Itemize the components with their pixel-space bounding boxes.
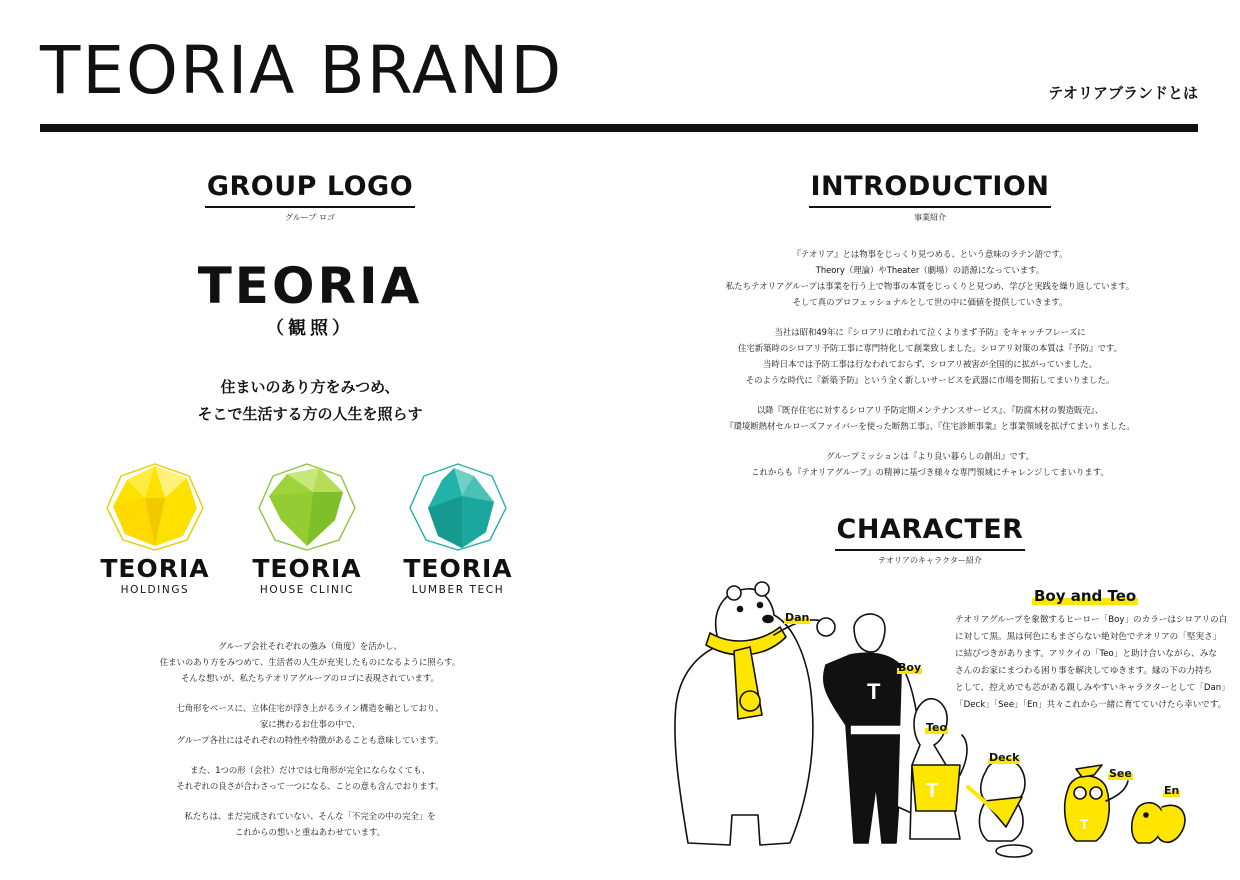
brand-subtitle: テオリアブランドとは bbox=[1048, 84, 1198, 102]
company-division: HOLDINGS bbox=[120, 584, 190, 596]
text-line: それぞれの良さが合わさって一つになる、ことの意も含んでおります。 bbox=[176, 781, 444, 791]
company-division: LUMBER TECH bbox=[411, 584, 505, 596]
introduction-heading: INTRODUCTION bbox=[809, 172, 1052, 208]
character-feature-title: Boy and Teo bbox=[1034, 587, 1137, 605]
character-label-boy: Boy bbox=[898, 661, 922, 674]
character-label-deck: Deck bbox=[989, 751, 1020, 764]
company-logo-holdings bbox=[80, 462, 230, 596]
text-line: これからも『テオリアグループ』の精神に基づき様々な専門領域にチャレンジしてまいります。 bbox=[751, 467, 1109, 477]
text-line: 七角形をベースに、立体住宅が浮き上がるライン構造を軸としており、 bbox=[176, 703, 444, 713]
group-logo-description bbox=[110, 638, 510, 854]
logo-wordmark: TEORIA bbox=[197, 257, 423, 315]
company-name: TEORIA bbox=[252, 554, 362, 583]
text-line: 「Deck」「See」「En」共々これから一緒に育てていけたら幸いです。 bbox=[955, 700, 1227, 710]
paragraph bbox=[110, 638, 510, 686]
text-line: グループミッションは『より良い暮らしの創出』です。 bbox=[826, 451, 1034, 461]
paragraph bbox=[110, 762, 510, 794]
text-line: そして真のプロフェッショナルとして世の中に価値を提供していきます。 bbox=[792, 297, 1068, 307]
text-line: 当時日本では予防工事は行なわれておらず、シロアリ被害が全国的に拡がっていました。 bbox=[763, 359, 1097, 369]
text-line: に対して黒。黒は何色にもまざらない絶対色でテオリアの「堅実さ」 bbox=[955, 632, 1222, 642]
svg-text:T: T bbox=[1080, 816, 1089, 832]
text-line: Theory（理論）やTheater（劇場）の語源になっています。 bbox=[815, 265, 1045, 275]
tagline bbox=[110, 374, 510, 428]
company-name: TEORIA bbox=[403, 554, 513, 583]
text-line: そんな想いが、私たちテオリアグループのロゴに表現されています。 bbox=[181, 673, 439, 683]
heptagon-gem-yellow-icon bbox=[105, 462, 205, 552]
introduction-subheading: 事業紹介 bbox=[914, 213, 946, 222]
text-line: に結びつきがあります。アリクイの「Teo」と助け合いながら、みな bbox=[955, 649, 1217, 659]
paragraph bbox=[680, 402, 1180, 434]
tagline-line: 住まいのあり方をみつめ、 bbox=[220, 378, 400, 396]
character-heading: CHARACTER bbox=[835, 515, 1026, 551]
company-division: HOUSE CLINIC bbox=[259, 584, 355, 596]
svg-text:T: T bbox=[926, 780, 939, 802]
heptagon-gem-teal-icon bbox=[408, 462, 508, 552]
group-logo-subheading: グループ ロゴ bbox=[285, 213, 335, 222]
svg-text:T: T bbox=[867, 679, 881, 704]
deck-beaver-icon bbox=[968, 760, 1032, 857]
tagline-line: そこで生活する方の人生を照らす bbox=[197, 405, 423, 423]
text-line: さんのお家にまつわる困り事を解決してゆきます。縁の下の力持ち bbox=[955, 666, 1213, 676]
heptagon-gem-green-icon bbox=[257, 462, 357, 552]
text-line: 住宅新築時のシロアリ予防工事に専門特化して創業致しました。シロアリ対策の本質は『予防』です。 bbox=[738, 343, 1122, 353]
text-line: グループ各社にはそれぞれの特性や特徴があることも意味しています。 bbox=[176, 735, 444, 745]
group-logo-heading-block bbox=[160, 172, 460, 223]
character-label-see: See bbox=[1109, 767, 1132, 780]
brand-title: TEORIA BRAND bbox=[40, 32, 564, 109]
text-line: テオリアグループを象徴するヒーロー「Boy」のカラーはシロアリの白 bbox=[955, 615, 1228, 625]
introduction-text bbox=[680, 246, 1180, 494]
character-heading-block bbox=[780, 515, 1080, 566]
text-line: 以降『既存住宅に対するシロアリ予防定期メンテナンスサービス』、『防腐木材の製造販売』、 bbox=[756, 405, 1104, 415]
en-squirrel-icon bbox=[1132, 803, 1185, 843]
text-line: として、控えめでも芯がある親しみやすいキャラクターとして「Dan」 bbox=[955, 683, 1230, 693]
text-line: 住まいのあり方をみつめて、生活者の人生が充実したものになるように照らす。 bbox=[159, 657, 461, 667]
header-divider bbox=[40, 124, 1198, 132]
paragraph bbox=[680, 324, 1180, 388]
paragraph bbox=[680, 246, 1180, 310]
text-line: また、1つの形（会社）だけでは七角形が完全にならなくても、 bbox=[190, 765, 430, 775]
text-line: 『環境断熱材セルローズファイバーを使った断熱工事』、『住宅診断事業』と事業領域を拡げてまいりました。 bbox=[725, 421, 1135, 431]
text-line: 私たちテオリアグループは事業を行う上で物事の本質をじっくりと見つめ、学びと実践を繰り返しています。 bbox=[725, 281, 1135, 291]
character-label-en: En bbox=[1164, 784, 1180, 797]
company-logo-house-clinic bbox=[232, 462, 382, 596]
boy-hero-icon bbox=[824, 614, 921, 843]
teoria-logo bbox=[160, 258, 460, 340]
character-label-teo: Teo bbox=[926, 721, 948, 734]
text-line: 当社は昭和49年に『シロアリに喰われて泣くよりまず予防』をキャッチフレーズに bbox=[774, 327, 1086, 337]
company-logo-lumber-tech bbox=[383, 462, 533, 596]
character-label-dan: Dan bbox=[785, 611, 810, 624]
character-subheading: テオリアのキャラクター紹介 bbox=[878, 556, 982, 565]
paragraph bbox=[680, 448, 1180, 480]
text-line: そのような時代に『新築予防』という全く新しいサービスを武器に市場を開拓してまいりました。 bbox=[745, 375, 1115, 385]
dan-bear-icon bbox=[675, 582, 835, 845]
group-logo-heading: GROUP LOGO bbox=[205, 172, 415, 208]
text-line: これからの想いと重ねあわせています。 bbox=[234, 827, 386, 837]
company-name: TEORIA bbox=[100, 554, 210, 583]
text-line: 家に携わるお仕事の中で、 bbox=[259, 719, 361, 729]
logo-kanji: （観照） bbox=[266, 318, 354, 339]
text-line: 私たちは、まだ完成されていない、そんな「不完全の中の完全」を bbox=[184, 811, 436, 821]
text-line: 『テオリア』とは物事をじっくり見つめる、という意味のラテン語です。 bbox=[792, 249, 1068, 259]
text-line: グループ会社それぞれの強み（角度）を活かし、 bbox=[218, 641, 402, 651]
introduction-heading-block bbox=[780, 172, 1080, 223]
paragraph bbox=[110, 808, 510, 840]
paragraph bbox=[110, 700, 510, 748]
